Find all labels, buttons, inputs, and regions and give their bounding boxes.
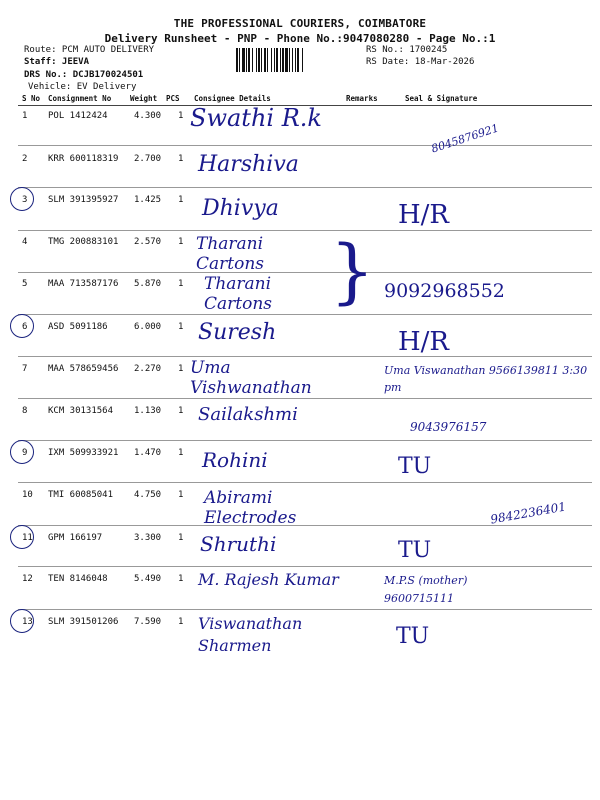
- row-1-pcs: 1: [178, 111, 184, 121]
- row-4-weight: 2.570: [134, 237, 162, 247]
- row-7-seal-handwriting: Uma Viswanathan 9566139811 3:30 pm: [384, 364, 588, 394]
- staff-label: Staff: JEEVA: [24, 57, 90, 67]
- row-7-consignment: MAA 578659456: [48, 364, 119, 374]
- row-8-seal-handwriting: 9043976157: [410, 420, 487, 434]
- row-9-weight: 1.470: [134, 448, 162, 458]
- brace-mark: }: [330, 230, 375, 312]
- row-11-seal-handwriting: TU: [398, 538, 432, 563]
- row-6-consignee-handwriting: Suresh: [198, 320, 277, 345]
- row-12-consignment: TEN 8146048: [48, 574, 108, 584]
- col-header-seal: Seal & Signature: [405, 94, 478, 103]
- row-2-weight: 2.700: [134, 154, 162, 164]
- row-10-consignee-handwriting: Abirami Electrodes: [204, 488, 297, 528]
- row-divider: [18, 482, 592, 483]
- row-9-seal-handwriting: TU: [398, 454, 432, 479]
- row-5-weight: 5.870: [134, 279, 162, 289]
- row-3-consignment: SLM 391395927: [48, 195, 119, 205]
- row-2-pcs: 1: [178, 154, 184, 164]
- row-divider: [18, 609, 592, 610]
- row-2-consignment: KRR 600118319: [48, 154, 119, 164]
- row-divider: [18, 440, 592, 441]
- barcode-stripe: [303, 48, 304, 72]
- row-3-seal-handwriting: H/R: [398, 200, 450, 230]
- row-divider: [18, 566, 592, 567]
- row-5-seal-handwriting: 9092968552: [384, 280, 505, 302]
- row-9-consignee-handwriting: Rohini: [202, 448, 268, 472]
- row-11-consignee-handwriting: Shruthi: [200, 532, 277, 556]
- row-10-seal-handwriting: 9842236401: [489, 499, 567, 527]
- row-2-seal-handwriting: 8045876921: [429, 121, 501, 156]
- row-9-sno: 9: [22, 448, 28, 458]
- col-header-weight: Weight: [130, 94, 158, 103]
- row-divider: [18, 525, 592, 526]
- row-divider: [18, 314, 592, 315]
- row-1-weight: 4.300: [134, 111, 162, 121]
- row-4-pcs: 1: [178, 237, 184, 247]
- row-13-seal-handwriting: TU: [396, 624, 430, 649]
- row-11-sno: 11: [22, 533, 33, 543]
- row-7-weight: 2.270: [134, 364, 162, 374]
- col-header-consignment: Consignment No: [48, 94, 112, 103]
- row-6-seal-handwriting: H/R: [398, 327, 450, 357]
- row-8-sno: 8: [22, 406, 28, 416]
- row-6-sno: 6: [22, 322, 28, 332]
- row-10-sno: 10: [22, 490, 33, 500]
- row-11-pcs: 1: [178, 533, 184, 543]
- row-6-weight: 6.000: [134, 322, 162, 332]
- row-2-sno: 2: [22, 154, 28, 164]
- route-label: Route: PCM AUTO DELIVERY: [24, 45, 155, 55]
- row-9-pcs: 1: [178, 448, 184, 458]
- row-3-sno: 3: [22, 195, 28, 205]
- row-divider: [18, 272, 592, 273]
- row-3-weight: 1.425: [134, 195, 162, 205]
- row-12-sno: 12: [22, 574, 33, 584]
- drs-number: DRS No.: DCJB170024501: [24, 70, 144, 80]
- row-13-consignment: SLM 391501206: [48, 617, 119, 627]
- row-12-weight: 5.490: [134, 574, 162, 584]
- row-1-consignee-handwriting: Swathi R.k: [190, 104, 322, 132]
- col-header-remarks: Remarks: [346, 94, 378, 103]
- row-13-pcs: 1: [178, 617, 184, 627]
- row-9-consignment: IXM 509933921: [48, 448, 119, 458]
- row-divider: [18, 145, 592, 146]
- row-3-pcs: 1: [178, 195, 184, 205]
- row-8-weight: 1.130: [134, 406, 162, 416]
- company-title: THE PROFESSIONAL COURIERS, COIMBATORE: [173, 17, 427, 30]
- row-divider: [18, 356, 592, 357]
- row-6-consignment: ASD 5091186: [48, 322, 108, 332]
- barcode: [236, 48, 362, 72]
- row-12-seal-handwriting: M.P.S (mother) 9600715111: [384, 574, 468, 605]
- row-11-weight: 3.300: [134, 533, 162, 543]
- rs-date: RS Date: 18-Mar-2026: [366, 57, 475, 67]
- row-13-weight: 7.590: [134, 617, 162, 627]
- row-13-consignee-handwriting: Viswanathan Sharmen: [198, 614, 303, 655]
- row-5-sno: 5: [22, 279, 28, 289]
- row-7-consignee-handwriting: Uma Vishwanathan: [190, 358, 312, 398]
- row-3-consignee-handwriting: Dhivya: [202, 196, 279, 221]
- vehicle-label: Vehicle: EV Delivery: [28, 82, 137, 92]
- row-8-pcs: 1: [178, 406, 184, 416]
- row-4-consignee-handwriting: Tharani Cartons: [196, 234, 265, 274]
- row-8-consignee-handwriting: Sailakshmi: [198, 404, 298, 425]
- row-10-consignment: TMI 60085041: [48, 490, 114, 500]
- row-7-sno: 7: [22, 364, 28, 374]
- col-header-pcs: PCS: [166, 94, 180, 103]
- row-8-consignment: KCM 30131564: [48, 406, 114, 416]
- row-6-pcs: 1: [178, 322, 184, 332]
- row-5-consignment: MAA 713587176: [48, 279, 119, 289]
- row-divider: [18, 187, 592, 188]
- col-header-sno: S No: [22, 94, 41, 103]
- row-7-pcs: 1: [178, 364, 184, 374]
- row-divider: [18, 398, 592, 399]
- row-2-consignee-handwriting: Harshiva: [198, 152, 299, 177]
- row-4-sno: 4: [22, 237, 28, 247]
- row-5-consignee-handwriting: Tharani Cartons: [204, 274, 273, 314]
- runsheet-heading: Delivery Runsheet - PNP - Phone No.:9047080280 - Page No.:1: [104, 32, 496, 45]
- row-1-consignment: POL 1412424: [48, 111, 108, 121]
- row-13-sno: 13: [22, 617, 33, 627]
- row-10-weight: 4.750: [134, 490, 162, 500]
- row-11-consignment: GPM 166197: [48, 533, 103, 543]
- row-4-consignment: TMG 200883101: [48, 237, 119, 247]
- row-1-sno: 1: [22, 111, 28, 121]
- row-5-pcs: 1: [178, 279, 184, 289]
- col-header-consignee: Consignee Details: [194, 94, 271, 103]
- row-10-pcs: 1: [178, 490, 184, 500]
- row-12-pcs: 1: [178, 574, 184, 584]
- row-divider: [18, 230, 592, 231]
- row-12-consignee-handwriting: M. Rajesh Kumar: [198, 570, 339, 589]
- rs-number: RS No.: 1700245: [366, 45, 448, 55]
